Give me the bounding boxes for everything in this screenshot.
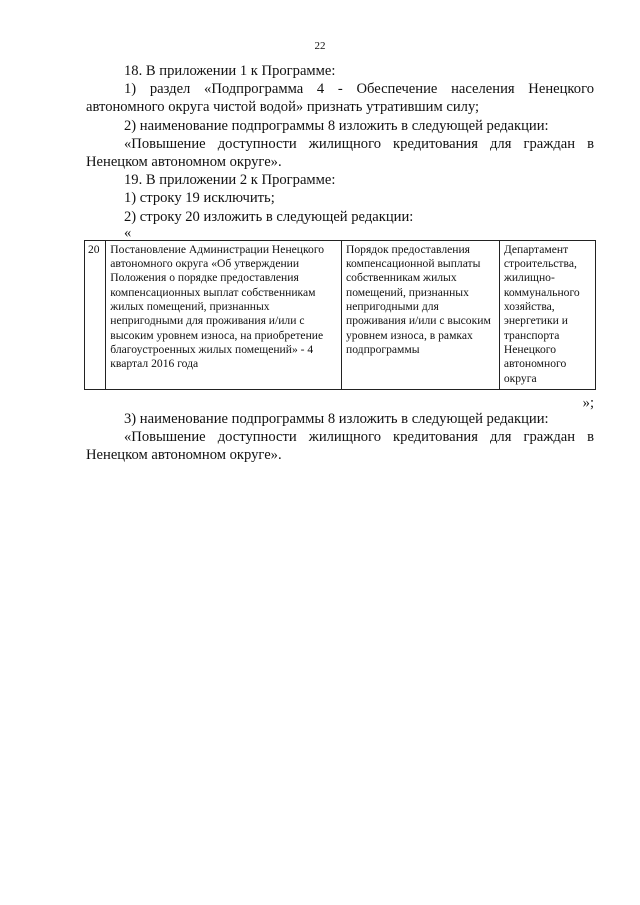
purpose-cell: Порядок предоставления компенсационной выплаты собственникам жилых помещений, признанных непригодными для проживания и/или с высоким уровнем износа, в рамках подпрограммы (342, 240, 500, 389)
page-number: 22 (314, 40, 326, 52)
document-body (86, 62, 594, 464)
table-row (85, 240, 596, 389)
paragraph-subprogram-8-rename-3: 3) наименование подпрограммы 8 изложить в следующей редакции: (124, 410, 549, 427)
open-quote: « (124, 224, 132, 241)
paragraph-subprogram-8-rename: 2) наименование подпрограммы 8 изложить в следующей редакции: (124, 117, 549, 134)
amendment-table (84, 240, 596, 390)
paragraph-subprogram-8-title-2: «Повышение доступности жилищного кредитования для граждан в Ненецком автономном округе». (86, 429, 594, 464)
close-quote: »; (582, 394, 594, 411)
paragraph-subprogram-8-title: «Повышение доступности жилищного кредитования для граждан в Ненецком автономном округе». (86, 135, 594, 171)
paragraph-item-19: 19. В приложении 2 к Программе: (124, 172, 336, 189)
row-number-cell: 20 (85, 240, 106, 389)
responsible-cell: Департамент строительства, жилищно-коммунального хозяйства, энергетики и транспорта Ненецкого автономного округа (499, 240, 595, 389)
paragraph-section-4-repeal: 1) раздел «Подпрограмма 4 - Обеспечение населения Ненецкого автономного округа чистой водой» признать утратившим силу; (86, 81, 594, 116)
paragraph-row-19-exclude: 1) строку 19 исключить; (124, 190, 275, 207)
paragraph-item-18: 18. В приложении 1 к Программе: (124, 63, 336, 79)
paragraph-row-20-edit: 2) строку 20 изложить в следующей редакции: (124, 208, 414, 225)
measure-cell: Постановление Администрации Ненецкого автономного округа «Об утверждении Положения о порядке предоставления компенсационных выплат собственникам жилых помещений, признанных непригодными для проживания и/или с высоким уровнем износа, на приобретение благоустроенных жилых помещений» - 4 квартал 2016 года (106, 240, 342, 389)
